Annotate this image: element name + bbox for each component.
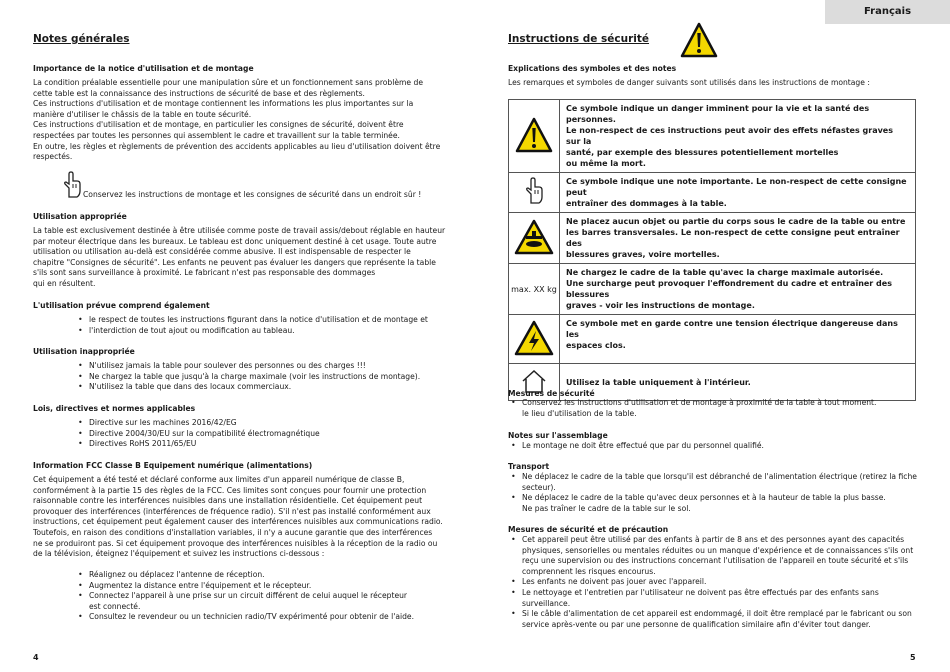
list-item: • Le montage ne doit être effectué que par du personnel qualifié. [508,441,918,452]
transport-list [508,472,918,514]
list-item: • le respect de toutes les instructions figurant dans la notice d'utilisation et de montage et [75,315,475,326]
language-tab: Français [825,0,950,24]
symbols-table [508,99,916,401]
page-number-right: 5 [910,653,916,662]
symbol-cell [509,315,560,364]
section-heading-assemblage: Notes sur l'assemblage [508,431,608,440]
table-row [509,173,916,213]
symbol-cell [509,173,560,213]
table-row [509,100,916,173]
list-item: • Augmentez la distance entre l'équipement et le récepteur. [75,581,475,592]
section-heading-utilisation: Utilisation appropriée [33,212,127,221]
table-row [509,264,916,315]
section-heading-precaution: Mesures de sécurité et de précaution [508,525,669,534]
list-item: • Connectez l'appareil à une prise sur un circuit différent de celui auquel le récepteur est connecté. [75,591,475,612]
section-heading-fcc: Information FCC Classe B Equipement numérique (alimentations) [33,461,313,470]
pointing-hand-icon [523,177,545,205]
symbol-description: Ne placez aucun objet ou partie du corps sous le cadre de la table ou entre les barres transversales. Le non-respect de cette consigne peut entraîner des blessures graves, voire mortelles. [560,213,916,264]
section-heading-importance: Importance de la notice d'utilisation et de montage [33,64,254,73]
section-heading-transport: Transport [508,462,550,471]
section-heading-inappropriee: Utilisation inappropriée [33,347,135,356]
section-heading-prevue: L'utilisation prévue comprend également [33,301,210,310]
symbol-description: Ce symbole indique un danger imminent pour la vie et la santé des personnes. Le non-respect de ces instructions peut avoir des effets néfastes graves sur la santé, par exemple des blessures potentiellement mortelles ou même la mort. [560,100,916,173]
symbol-cell [509,264,560,315]
warning-triangle-icon [515,117,553,153]
utilisation-body: La table est exclusivement destinée à être utilisée comme poste de travail assis/debout réglable en hauteur par moteur électrique dans les bureaux. Le tableau est donc uniquement destiné à cet usage. Toute autre utilisation ou utilisation au-delà est considérée comme abusive. Il est indispensable de respecter le chapitre "Consignes de sécurité". Les enfants ne peuvent pas évaluer les dangers que représente la table s'ils sont sans surveillance à proximité. Le fabricant n'est pas responsable des dommages qui en résultent. [33,226,446,288]
symbol-cell [509,100,560,173]
precaution-list [508,535,918,630]
fcc-body: Cet équipement a été testé et déclaré conforme aux limites d'un appareil numérique de classe B, conformément à la partie 15 des règles de la FCC. Ces limites sont conçues pour fournir une protection raisonnable contre les interférences nuisibles dans une installation résidentielle. Cet équipement peut provoquer des interférences (interférences de fréquence radio). S'il n'est pas installé conformément aux instructions, cet équipement peut également causer des interférences nuisibles aux communications radio. Toutefois, en raison des conditions d'installation variables, il n'y a aucune garantie que des interférences ne se produiront pas. Si cet équipement provoque des interférences nuisibles à la réception de la radio ou de la télévision, éteignez l'équipement et suivez les instructions ci-dessous : [33,475,443,559]
symbol-description: Ne chargez le cadre de la table qu'avec la charge maximale autorisée. Une surcharge peut provoquer l'effondrement du cadre et entraîner des blessures graves - voir les instructions de montage. [560,264,916,315]
list-item: • Les enfants ne doivent pas jouer avec l'appareil. [508,577,918,588]
fcc-list [75,570,475,623]
electric-hazard-icon [514,320,554,356]
list-item: • Réalignez ou déplacez l'antenne de réception. [75,570,475,581]
list-item: • Conservez les instructions d'utilisation et de montage à proximité de la table à tout moment. le lieu d'utilisation de la table. [508,398,918,419]
list-item: • N'utilisez jamais la table pour soulever des personnes ou des charges !!! [75,361,475,372]
list-item: • l'interdiction de tout ajout ou modification au tableau. [75,326,475,337]
crush-hazard-icon [514,219,554,255]
table-row [509,213,916,264]
keep-instructions-note: Conservez les instructions de montage et les consignes de sécurité dans un endroit sûr ! [83,190,422,199]
prevue-list [75,315,475,336]
list-item: • Cet appareil peut être utilisé par des enfants à partir de 8 ans et des personnes ayant des capacités physiques, sensorielles ou mentales réduites ou un manque d'expérience et de connaissances s'ils ont reçu une supervision ou des instructions concernant l'utilisation de l'appareil en toute sécurité et s'ils comprennent les risques encourus. [508,535,918,577]
symbol-description: Utilisez la table uniquement à l'intérieur. [560,364,916,401]
list-item: • Ne chargez la table que jusqu'à la charge maximale (voir les instructions de montage). [75,372,475,383]
list-item: • Directive 2004/30/EU sur la compatibilité électromagnétique [75,429,475,440]
symbol-description: Ce symbole indique une note importante. Le non-respect de cette consigne peut entraîner des dommages à la table. [560,173,916,213]
list-item: • Le nettoyage et l'entretien par l'utilisateur ne doivent pas être effectués par des enfants sans surveillance. [508,588,918,609]
mesures-list [508,398,918,419]
pointing-hand-icon [61,171,83,199]
list-item: • Ne déplacez le cadre de la table qu'avec deux personnes et à la hauteur de table la plus basse. Ne pas traîner le cadre de la table sur le sol. [508,493,918,514]
list-item: • Ne déplacez le cadre de la table que lorsqu'il est débranché de l'alimentation électrique (retirez la fiche secteur). [508,472,918,493]
assemblage-list [508,441,918,452]
list-item: • Directives RoHS 2011/65/EU [75,439,475,450]
warning-triangle-icon [680,22,718,58]
left-title: Notes générales [33,33,130,45]
list-item: • N'utilisez la table que dans des locaux commerciaux. [75,382,475,393]
list-item: • Directive sur les machines 2016/42/EG [75,418,475,429]
importance-body: La condition préalable essentielle pour une manipulation sûre et un fonctionnement sans problème de cette table est la connaissance des instructions de sécurité de base et des règlements. Ces instructions d'utilisation et de montage contiennent les informations les plus importantes sur la manière d'utiliser le châssis de la table en toute sécurité. Ces instructions d'utilisation et de montage, en particulier les consignes de sécurité, doivent être respectées par toutes les personnes qui assemblent le cadre et travaillent sur la table terminée. En outre, les règles et règlements de prévention des accidents applicables au lieu d'utilisation doivent être respectés. [33,78,441,162]
max-load-label: max. XX kg [511,284,557,294]
page-number-left: 4 [33,653,39,662]
list-item: • Si le câble d'alimentation de cet appareil est endommagé, il doit être remplacé par le fabricant ou son service après-vente ou par une personne de qualification similaire afin d'éviter tout danger. [508,609,918,630]
explications-intro: Les remarques et symboles de danger suivants sont utilisés dans les instructions de montage : [508,78,870,87]
section-heading-explications: Explications des symboles et des notes [508,64,677,73]
table-row [509,315,916,364]
section-heading-mesures: Mesures de sécurité [508,389,595,398]
section-heading-lois: Lois, directives et normes applicables [33,404,196,413]
right-title: Instructions de sécurité [508,33,650,45]
list-item: • Consultez le revendeur ou un technicien radio/TV expérimenté pour obtenir de l'aide. [75,612,475,623]
inappropriee-list [75,361,475,393]
symbol-cell [509,213,560,264]
symbol-description: Ce symbole met en garde contre une tension électrique dangereuse dans les espaces clos. [560,315,916,364]
lois-list [75,418,475,450]
